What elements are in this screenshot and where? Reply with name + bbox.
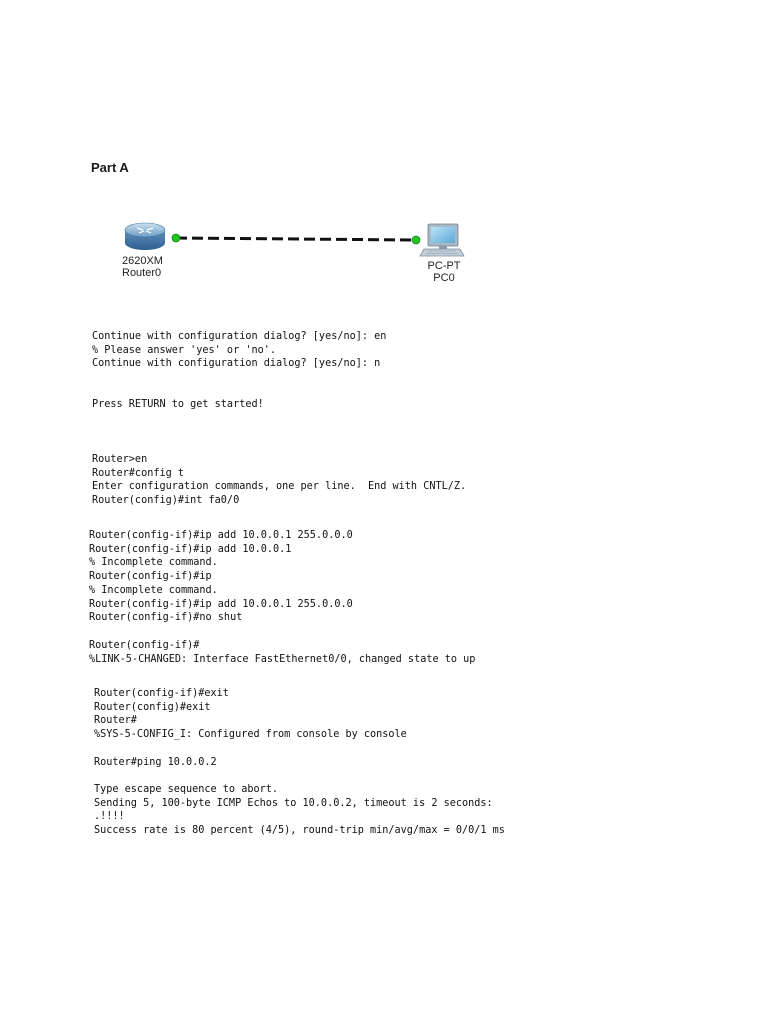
console-line: Router(config-if)#ip bbox=[89, 571, 212, 583]
router-name: Router0 bbox=[122, 267, 162, 279]
pc-port-indicator bbox=[412, 236, 420, 244]
pc-icon[interactable] bbox=[420, 224, 464, 256]
pc-name: PC0 bbox=[433, 272, 455, 284]
router-model: 2620XM bbox=[122, 255, 163, 267]
console-line: % Incomplete command. bbox=[89, 584, 218, 596]
console-line: Router(config-if)#ip add 10.0.0.1 bbox=[89, 543, 292, 555]
console-line: Router#config t bbox=[92, 467, 185, 479]
console-line: %SYS-5-CONFIG_I: Configured from console by console bbox=[94, 729, 407, 741]
pc-model: PC-PT bbox=[427, 260, 461, 272]
router-icon[interactable] bbox=[125, 223, 165, 250]
console-line: Success rate is 80 percent (4/5), round-trip min/avg/max = 0/0/1 ms bbox=[94, 825, 505, 837]
console-output-ping-cmd bbox=[94, 756, 217, 770]
console-line: Type escape sequence to abort. bbox=[94, 784, 279, 795]
console-line: Enter configuration commands, one per line. End with CNTL/Z. bbox=[92, 481, 467, 493]
console-line: % Please answer 'yes' or 'no'. bbox=[92, 344, 277, 356]
console-line: Router(config-if)#ip add 10.0.0.1 255.0.0.0 bbox=[89, 598, 353, 610]
router-label bbox=[122, 255, 163, 279]
console-line: Router(config-if)# bbox=[89, 640, 200, 651]
console-output-interface bbox=[89, 529, 353, 625]
console-line: .!!!! bbox=[94, 811, 125, 823]
console-line: Router# bbox=[94, 715, 137, 727]
console-line: Continue with configuration dialog? [yes/no]: en bbox=[92, 331, 387, 342]
console-line: Router(config-if)#no shut bbox=[89, 612, 243, 624]
section-heading: Part A bbox=[91, 160, 129, 175]
console-line: Router(config)#int fa0/0 bbox=[92, 495, 240, 507]
console-line: % Incomplete command. bbox=[89, 557, 218, 569]
console-line: Continue with configuration dialog? [yes/no]: n bbox=[92, 358, 381, 370]
console-line: %LINK-5-CHANGED: Interface FastEthernet0/0, changed state to up bbox=[89, 653, 476, 665]
pc-label bbox=[422, 260, 466, 284]
console-line: Router(config-if)#ip add 10.0.0.1 255.0.0.0 bbox=[89, 530, 353, 541]
console-output-dialog bbox=[92, 330, 386, 371]
console-line: Sending 5, 100-byte ICMP Echos to 10.0.0.2, timeout is 2 seconds: bbox=[94, 797, 493, 809]
console-line: Router>en bbox=[92, 454, 148, 465]
network-topology bbox=[110, 215, 490, 295]
console-output-return bbox=[92, 398, 264, 412]
console-line: Router(config-if)#exit bbox=[94, 688, 229, 699]
console-output-link-up bbox=[89, 639, 475, 666]
console-output-ping-result bbox=[94, 783, 505, 838]
console-output-exit bbox=[94, 687, 407, 742]
ethernet-link[interactable] bbox=[176, 238, 416, 240]
console-line: Press RETURN to get started! bbox=[92, 399, 264, 410]
console-output-enable bbox=[92, 453, 466, 508]
console-line: Router(config)#exit bbox=[94, 701, 211, 713]
router-port-indicator bbox=[172, 234, 180, 242]
console-line: Router#ping 10.0.0.2 bbox=[94, 757, 217, 768]
